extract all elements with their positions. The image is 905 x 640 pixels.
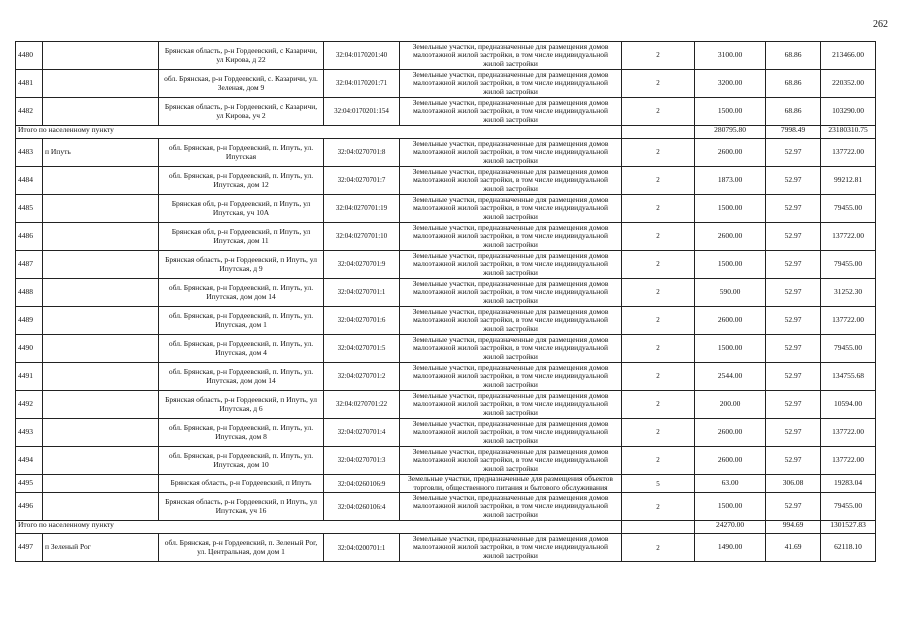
land-use-category: Земельные участки, предназначенные для размещения домов малоэтажной жилой застройки, в том числе индивидуальной жилой застройки [400, 363, 622, 391]
specific-value: 68.86 [766, 70, 821, 98]
row-number: 4481 [16, 70, 43, 98]
address-cell: обл. Брянская, р-н Гордеевский, п. Ипуть, ул. Ипутская, дом 8 [159, 419, 324, 447]
cadastral-number: 32:04:0270701:8 [324, 139, 400, 167]
area-value: 3200.00 [695, 70, 766, 98]
land-use-category: Земельные участки, предназначенные для размещения домов малоэтажной жилой застройки, в том числе индивидуальной жилой застройки [400, 447, 622, 475]
table-row [16, 419, 876, 447]
area-value: 1490.00 [695, 534, 766, 562]
cadastral-number: 32:04:0270701:2 [324, 363, 400, 391]
area-value: 1500.00 [695, 251, 766, 279]
category-code: 2 [622, 335, 695, 363]
cadastral-value: 79455.00 [821, 251, 876, 279]
cadastral-number: 32:04:0170201:40 [324, 42, 400, 70]
subtotal-area: 280795.80 [695, 126, 766, 139]
category-code: 2 [622, 419, 695, 447]
area-value: 1500.00 [695, 335, 766, 363]
area-value: 2544.00 [695, 363, 766, 391]
cadastral-number: 32:04:0270701:22 [324, 391, 400, 419]
table-row [16, 335, 876, 363]
land-use-category: Земельные участки, предназначенные для размещения домов малоэтажной жилой застройки, в том числе индивидуальной жилой застройки [400, 391, 622, 419]
address-cell: обл. Брянская, р-н Гордеевский, п. Ипуть, ул. Ипутская, дом 10 [159, 447, 324, 475]
category-code: 2 [622, 493, 695, 521]
area-value: 1500.00 [695, 195, 766, 223]
land-use-category: Земельные участки, предназначенные для размещения домов малоэтажной жилой застройки, в том числе индивидуальной жилой застройки [400, 419, 622, 447]
cadastral-number: 32:04:0270701:3 [324, 447, 400, 475]
category-code: 2 [622, 363, 695, 391]
row-number: 4484 [16, 167, 43, 195]
cadastral-value: 31252.30 [821, 279, 876, 307]
land-use-category: Земельные участки, предназначенные для размещения домов малоэтажной жилой застройки, в том числе индивидуальной жилой застройки [400, 251, 622, 279]
cadastral-number: 32:04:0270701:19 [324, 195, 400, 223]
cadastral-value: 134755.68 [821, 363, 876, 391]
category-code: 2 [622, 251, 695, 279]
locality-name [43, 391, 159, 419]
address-cell: обл. Брянская, р-н Гордеевский, п. Ипуть, ул. Ипутская, дом 12 [159, 167, 324, 195]
specific-value: 52.97 [766, 447, 821, 475]
cadastral-value: 137722.00 [821, 419, 876, 447]
table-row [16, 307, 876, 335]
table-row [16, 391, 876, 419]
category-code: 2 [622, 223, 695, 251]
row-number: 4485 [16, 195, 43, 223]
row-number: 4495 [16, 475, 43, 493]
cadastral-value: 137722.00 [821, 139, 876, 167]
table-row [16, 70, 876, 98]
area-value: 1500.00 [695, 98, 766, 126]
table-row [16, 167, 876, 195]
row-number: 4497 [16, 534, 43, 562]
area-value: 3100.00 [695, 42, 766, 70]
address-cell: обл. Брянская, р-н Гордеевский, п. Ипуть, ул. Ипутская [159, 139, 324, 167]
specific-value: 52.97 [766, 419, 821, 447]
cadastral-number: 32:04:0270701:5 [324, 335, 400, 363]
address-cell: Брянская область, р-н Гордеевский, п Ипуть [159, 475, 324, 493]
cadastral-value: 79455.00 [821, 195, 876, 223]
area-value: 590.00 [695, 279, 766, 307]
locality-name [43, 363, 159, 391]
land-use-category: Земельные участки, предназначенные для размещения домов малоэтажной жилой застройки, в том числе индивидуальной жилой застройки [400, 223, 622, 251]
address-cell: обл. Брянская, р-н Гордеевский, п. Ипуть, ул. Ипутская, дом 4 [159, 335, 324, 363]
locality-name [43, 307, 159, 335]
locality-name [43, 419, 159, 447]
address-cell: Брянская обл, р-н Гордеевский, п Ипуть, ул Ипутская, дом 11 [159, 223, 324, 251]
land-use-category: Земельные участки, предназначенные для размещения домов малоэтажной жилой застройки, в том числе индивидуальной жилой застройки [400, 42, 622, 70]
category-code: 2 [622, 391, 695, 419]
locality-name [43, 42, 159, 70]
specific-value: 52.97 [766, 223, 821, 251]
area-value: 2600.00 [695, 419, 766, 447]
land-use-category: Земельные участки, предназначенные для размещения домов малоэтажной жилой застройки, в том числе индивидуальной жилой застройки [400, 70, 622, 98]
category-code: 2 [622, 447, 695, 475]
table-row [16, 279, 876, 307]
land-use-category: Земельные участки, предназначенные для размещения объектов торговли, общественного питания и бытового обслуживания [400, 475, 622, 493]
row-number: 4487 [16, 251, 43, 279]
land-use-category: Земельные участки, предназначенные для размещения домов малоэтажной жилой застройки, в том числе индивидуальной жилой застройки [400, 493, 622, 521]
page-number: 262 [873, 19, 888, 30]
locality-name [43, 223, 159, 251]
table-row [16, 223, 876, 251]
cadastral-value: 99212.81 [821, 167, 876, 195]
subtotal-rate: 7998.49 [766, 126, 821, 139]
specific-value: 52.97 [766, 391, 821, 419]
subtotal-value: 1301527.83 [821, 521, 876, 534]
cadastral-number: 32:04:0260106:4 [324, 493, 400, 521]
locality-name: п Зеленый Рог [43, 534, 159, 562]
table-row [16, 195, 876, 223]
locality-name [43, 335, 159, 363]
land-use-category: Земельные участки, предназначенные для размещения домов малоэтажной жилой застройки, в том числе индивидуальной жилой застройки [400, 534, 622, 562]
address-cell: Брянская область, р-н Гордеевский, п Ипуть, ул Ипутская, д 6 [159, 391, 324, 419]
row-number: 4488 [16, 279, 43, 307]
area-value: 2600.00 [695, 307, 766, 335]
specific-value: 52.97 [766, 493, 821, 521]
locality-name [43, 475, 159, 493]
area-value: 2600.00 [695, 223, 766, 251]
address-cell: Брянская обл, р-н Гордеевский, п Ипуть, ул Ипутская, уч 10А [159, 195, 324, 223]
cadastral-value: 19283.04 [821, 475, 876, 493]
specific-value: 68.86 [766, 98, 821, 126]
area-value: 63.00 [695, 475, 766, 493]
locality-name [43, 447, 159, 475]
category-code: 2 [622, 70, 695, 98]
subtotal-row [16, 521, 876, 534]
specific-value: 68.86 [766, 42, 821, 70]
locality-name [43, 70, 159, 98]
subtotal-label: Итого по населенному пункту [16, 521, 622, 534]
locality-name [43, 167, 159, 195]
table-row [16, 447, 876, 475]
land-use-category: Земельные участки, предназначенные для размещения домов малоэтажной жилой застройки, в том числе индивидуальной жилой застройки [400, 279, 622, 307]
table-row [16, 493, 876, 521]
row-number: 4492 [16, 391, 43, 419]
table-row [16, 251, 876, 279]
table-row [16, 139, 876, 167]
subtotal-empty-cell [622, 521, 695, 534]
address-cell: обл. Брянская, р-н Гордеевский, с. Казаричи, ул. Зеленая, дом 9 [159, 70, 324, 98]
address-cell: обл. Брянская, р-н Гордеевский, п. Ипуть, ул. Ипутская, дом 1 [159, 307, 324, 335]
category-code: 2 [622, 98, 695, 126]
subtotal-empty-cell [622, 126, 695, 139]
cadastral-number: 32:04:0270701:1 [324, 279, 400, 307]
table-row [16, 363, 876, 391]
table-row [16, 42, 876, 70]
cadastral-number: 32:04:0270701:9 [324, 251, 400, 279]
category-code: 5 [622, 475, 695, 493]
land-use-category: Земельные участки, предназначенные для размещения домов малоэтажной жилой застройки, в том числе индивидуальной жилой застройки [400, 335, 622, 363]
cadastral-number: 32:04:0270701:7 [324, 167, 400, 195]
land-use-category: Земельные участки, предназначенные для размещения домов малоэтажной жилой застройки, в том числе индивидуальной жилой застройки [400, 139, 622, 167]
category-code: 2 [622, 307, 695, 335]
table-row [16, 98, 876, 126]
cadastral-number: 32:04:0270701:10 [324, 223, 400, 251]
subtotal-rate: 994.69 [766, 521, 821, 534]
subtotal-label: Итого по населенному пункту [16, 126, 622, 139]
row-number: 4480 [16, 42, 43, 70]
cadastral-number: 32:04:0260106:9 [324, 475, 400, 493]
locality-name [43, 195, 159, 223]
area-value: 1500.00 [695, 493, 766, 521]
cadastral-number: 32:04:0170201:71 [324, 70, 400, 98]
land-use-category: Земельные участки, предназначенные для размещения домов малоэтажной жилой застройки, в том числе индивидуальной жилой застройки [400, 167, 622, 195]
locality-name [43, 251, 159, 279]
cadastral-number: 32:04:0200701:1 [324, 534, 400, 562]
locality-name [43, 98, 159, 126]
address-cell: обл. Брянская, р-н Гордеевский, п. Ипуть, ул. Ипутская, дом дом 14 [159, 363, 324, 391]
category-code: 2 [622, 534, 695, 562]
row-number: 4490 [16, 335, 43, 363]
area-value: 1873.00 [695, 167, 766, 195]
table-row [16, 534, 876, 562]
cadastral-value: 10594.00 [821, 391, 876, 419]
row-number: 4489 [16, 307, 43, 335]
subtotal-value: 23180310.75 [821, 126, 876, 139]
specific-value: 52.97 [766, 363, 821, 391]
address-cell: Брянская область, р-н Гордеевский, п Ипуть, ул Ипутская, уч 16 [159, 493, 324, 521]
land-registry-table [15, 41, 876, 562]
specific-value: 52.97 [766, 195, 821, 223]
land-use-category: Земельные участки, предназначенные для размещения домов малоэтажной жилой застройки, в том числе индивидуальной жилой застройки [400, 195, 622, 223]
category-code: 2 [622, 279, 695, 307]
cadastral-value: 103290.00 [821, 98, 876, 126]
specific-value: 52.97 [766, 139, 821, 167]
land-use-category: Земельные участки, предназначенные для размещения домов малоэтажной жилой застройки, в том числе индивидуальной жилой застройки [400, 307, 622, 335]
area-value: 2600.00 [695, 139, 766, 167]
cadastral-value: 137722.00 [821, 223, 876, 251]
locality-name [43, 493, 159, 521]
specific-value: 52.97 [766, 335, 821, 363]
specific-value: 52.97 [766, 251, 821, 279]
row-number: 4486 [16, 223, 43, 251]
cadastral-number: 32:04:0270701:4 [324, 419, 400, 447]
cadastral-value: 79455.00 [821, 493, 876, 521]
cadastral-number: 32:04:0170201:154 [324, 98, 400, 126]
area-value: 200.00 [695, 391, 766, 419]
row-number: 4493 [16, 419, 43, 447]
row-number: 4482 [16, 98, 43, 126]
row-number: 4496 [16, 493, 43, 521]
locality-name [43, 279, 159, 307]
locality-name: п Ипуть [43, 139, 159, 167]
row-number: 4483 [16, 139, 43, 167]
subtotal-area: 24270.00 [695, 521, 766, 534]
address-cell: Брянская область, р-н Гордеевский, с Казаричи, ул Кирова, д 22 [159, 42, 324, 70]
row-number: 4494 [16, 447, 43, 475]
cadastral-value: 213466.00 [821, 42, 876, 70]
cadastral-value: 62118.10 [821, 534, 876, 562]
specific-value: 52.97 [766, 279, 821, 307]
cadastral-value: 79455.00 [821, 335, 876, 363]
cadastral-value: 137722.00 [821, 447, 876, 475]
cadastral-value: 137722.00 [821, 307, 876, 335]
table-row [16, 475, 876, 493]
cadastral-value: 220352.00 [821, 70, 876, 98]
category-code: 2 [622, 167, 695, 195]
category-code: 2 [622, 139, 695, 167]
row-number: 4491 [16, 363, 43, 391]
subtotal-row [16, 126, 876, 139]
specific-value: 52.97 [766, 307, 821, 335]
area-value: 2600.00 [695, 447, 766, 475]
address-cell: Брянская область, р-н Гордеевский, с Казаричи, ул Кирова, уч 2 [159, 98, 324, 126]
land-use-category: Земельные участки, предназначенные для размещения домов малоэтажной жилой застройки, в том числе индивидуальной жилой застройки [400, 98, 622, 126]
specific-value: 306.08 [766, 475, 821, 493]
address-cell: обл. Брянская, р-н Гордеевский, п. Зеленый Рог, ул. Центральная, дом дом 1 [159, 534, 324, 562]
specific-value: 52.97 [766, 167, 821, 195]
category-code: 2 [622, 42, 695, 70]
cadastral-number: 32:04:0270701:6 [324, 307, 400, 335]
category-code: 2 [622, 195, 695, 223]
address-cell: Брянская область, р-н Гордеевский, п Ипуть, ул Ипутская, д 9 [159, 251, 324, 279]
specific-value: 41.69 [766, 534, 821, 562]
address-cell: обл. Брянская, р-н Гордеевский, п. Ипуть, ул. Ипутская, дом дом 14 [159, 279, 324, 307]
